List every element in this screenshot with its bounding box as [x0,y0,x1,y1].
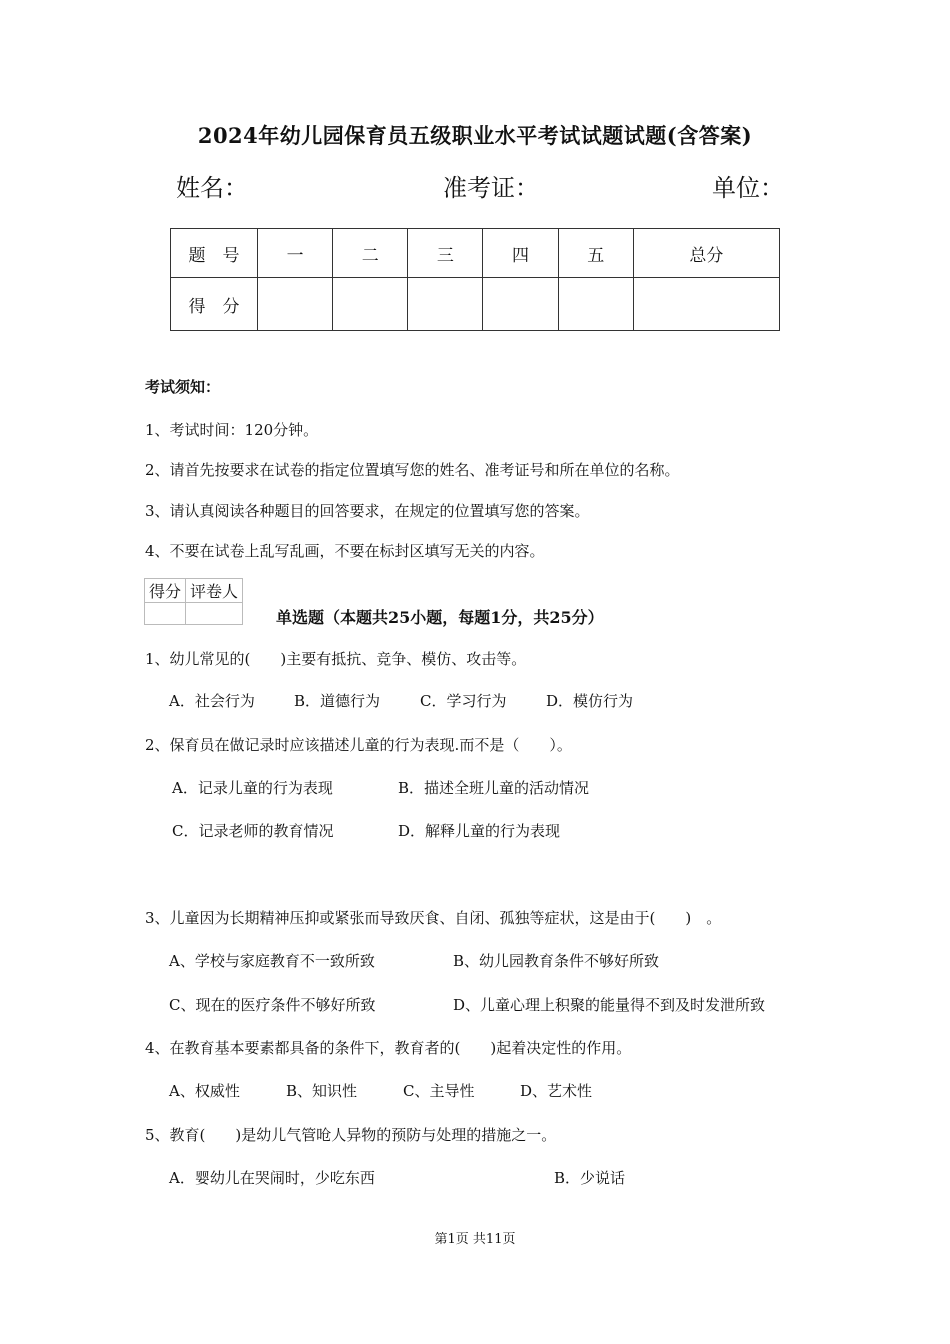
question-option[interactable]: C．学习行为 [420,692,507,710]
grader-score-label: 得分 [145,579,186,603]
question-option[interactable]: A．婴幼儿在哭闹时，少吃东西 [169,1169,375,1187]
question-option[interactable]: A．记录儿童的行为表现 [172,779,333,797]
score-column-header: 二 [333,229,408,278]
notice-item: 3、请认真阅读各种题目的回答要求，在规定的位置填写您的答案。 [145,502,590,520]
score-row-label: 得 分 [171,278,258,331]
score-table-header-row [171,229,780,278]
question-stem: 3、儿童因为长期精神压抑或紧张而导致厌食、自闭、孤独等症状，这是由于( ) 。 [145,909,722,927]
score-table-score-row [171,278,780,331]
question-option[interactable]: A、学校与家庭教育不一致所致 [169,952,375,970]
score-cell[interactable] [483,278,558,331]
question-option[interactable]: B．描述全班儿童的活动情况 [398,779,590,797]
exam-id-field-label: 准考证： [443,174,539,202]
question-stem: 1、幼儿常见的( )主要有抵抗、竞争、模仿、攻击等。 [145,650,527,668]
score-cell[interactable] [408,278,483,331]
question-option[interactable]: B、幼儿园教育条件不够好所致 [453,952,660,970]
notice-item: 1、考试时间：120分钟。 [145,421,319,439]
question-option[interactable]: A．社会行为 [169,692,255,710]
score-cell[interactable] [258,278,333,331]
score-column-header: 四 [483,229,558,278]
score-column-header-total: 总分 [633,229,779,278]
unit-field-label: 单位： [712,174,784,202]
score-cell-total[interactable] [633,278,779,331]
question-option[interactable]: B．道德行为 [294,692,381,710]
score-column-header: 三 [408,229,483,278]
grader-name-label: 评卷人 [186,579,243,603]
question-stem: 5、教育( )是幼儿气管呛人异物的预防与处理的措施之一。 [145,1126,557,1144]
question-option[interactable]: A、权威性 [169,1082,240,1100]
grader-box [144,578,243,625]
question-option[interactable]: B、知识性 [286,1082,358,1100]
notice-item: 4、不要在试卷上乱写乱画，不要在标封区填写无关的内容。 [145,542,545,560]
score-cell[interactable] [333,278,408,331]
question-option[interactable]: D、儿童心理上积聚的能量得不到及时发泄所致 [453,996,766,1014]
score-cell[interactable] [558,278,633,331]
question-option[interactable]: C．记录老师的教育情况 [172,822,334,840]
notice-title: 考试须知： [145,378,221,396]
score-table [170,228,780,331]
question-option[interactable]: D、艺术性 [520,1082,593,1100]
document-title: 2024年幼儿园保育员五级职业水平考试试题试题(含答案) [197,123,753,148]
question-stem: 2、保育员在做记录时应该描述儿童的行为表现.而不是（ ）。 [145,736,572,754]
grader-score-cell[interactable] [145,603,186,625]
question-option[interactable]: D．解释儿童的行为表现 [398,822,561,840]
question-option[interactable]: B．少说话 [554,1169,626,1187]
question-number-label: 题 号 [171,229,258,278]
section-title: 单选题（本题共25小题，每题1分，共25分） [276,608,604,627]
question-option[interactable]: C、现在的医疗条件不够好所致 [169,996,376,1014]
question-stem: 4、在教育基本要素都具备的条件下，教育者的( )起着决定性的作用。 [145,1039,632,1057]
notice-item: 2、请首先按要求在试卷的指定位置填写您的姓名、准考证号和所在单位的名称。 [145,461,680,479]
question-option[interactable]: C、主导性 [403,1082,475,1100]
question-option[interactable]: D．模仿行为 [546,692,634,710]
score-column-header: 一 [258,229,333,278]
name-field-label: 姓名： [176,174,248,202]
grader-name-cell[interactable] [186,603,243,625]
score-column-header: 五 [558,229,633,278]
page-footer: 第1页 共11页 [434,1232,516,1247]
